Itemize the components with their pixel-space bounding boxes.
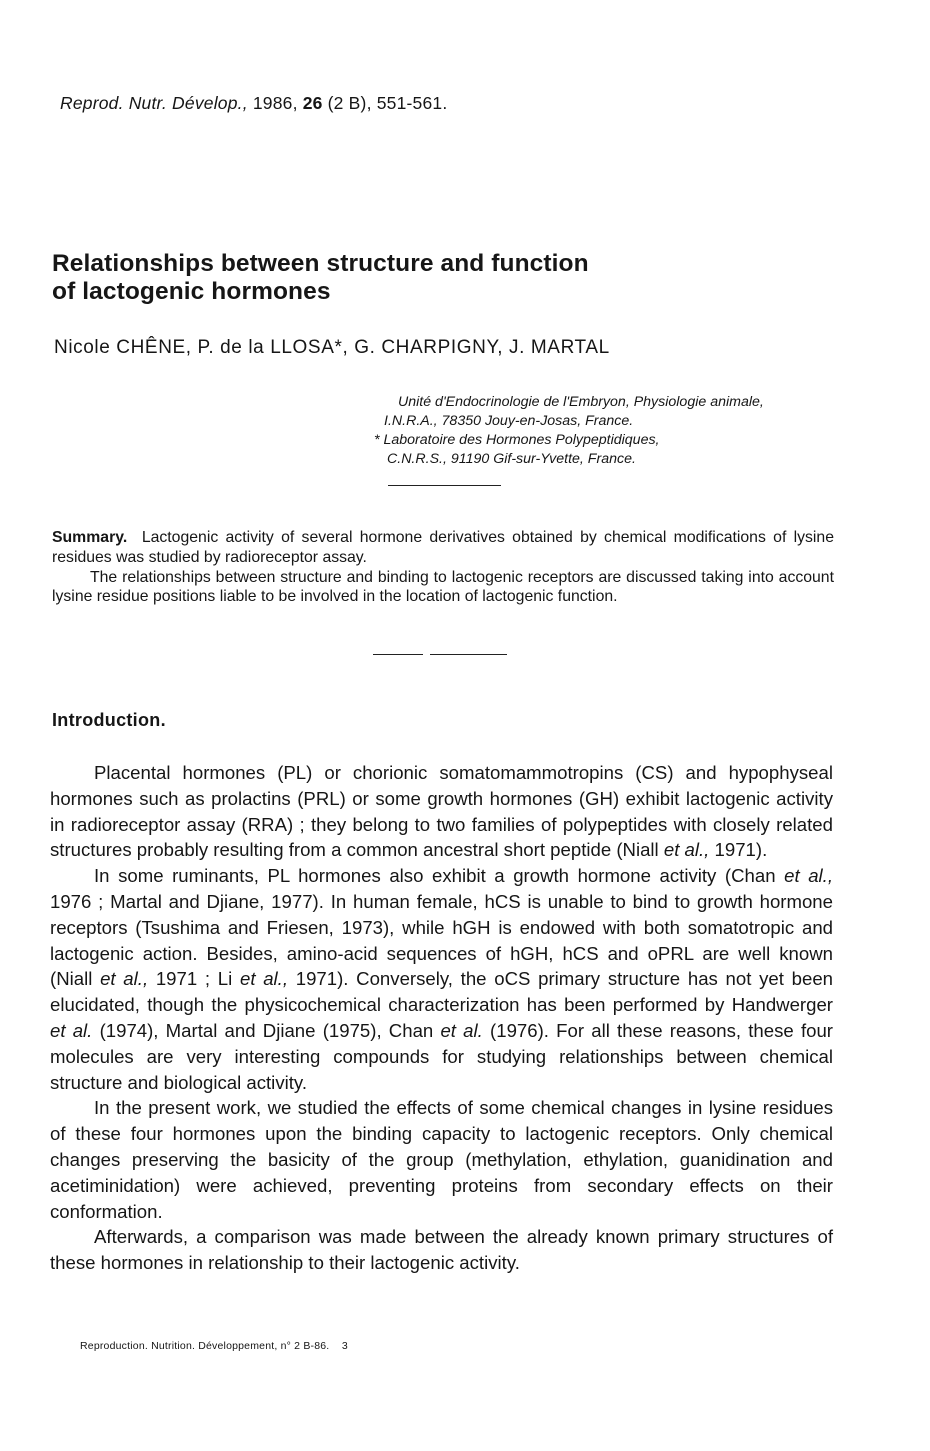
journal-citation [60, 93, 447, 114]
section-heading-introduction: Introduction. [52, 710, 166, 730]
italic-run: et al., [663, 839, 710, 861]
summary-text-2: The relationships between structure and binding to lactogenic receptors are discussed taking into account lysine residue positions liable to be involved in the location of lactogenic function. [52, 568, 834, 606]
affiliations [372, 393, 764, 469]
text-run: (1976). For all these reasons, these four molecules are very interesting compounds for studying relationships between chemical structure and biological activity. [50, 1019, 833, 1093]
summary-paragraph-1 [52, 528, 834, 568]
text-run: In some ruminants, PL hormones also exhibit a growth hormone activity (Chan [94, 865, 785, 887]
italic-run: et al., [239, 968, 289, 990]
journal-volume: 26 [302, 93, 323, 113]
affiliation-line: Unité d'Endocrinologie de l'Embryon, Physiologie animale, [398, 394, 764, 410]
separator-rule-right [430, 654, 507, 655]
journal-issue-pages: (2 B), 551-561. [327, 93, 448, 113]
title-line-1: Relationships between structure and function [52, 250, 589, 277]
affiliation-line: * Laboratoire des Hormones Polypeptidiques, [374, 432, 660, 448]
affiliation-line: I.N.R.A., 78350 Jouy-en-Josas, France. [384, 413, 634, 429]
footer-text: Reproduction. Nutrition. Développement, n° 2 B-86. [80, 1340, 330, 1352]
journal-year: 1986, [252, 93, 298, 113]
summary-paragraph-2 [52, 568, 834, 608]
page-number: 3 [341, 1340, 348, 1352]
journal-name: Reprod. Nutr. Dévelop., [60, 93, 248, 113]
text-run: 1971). [709, 839, 768, 861]
text-run: 1971). Conversely, the oCS primary structure has not yet been elucidated, though the physicochemical characterization has been performed by Handwerger [50, 968, 834, 1016]
title-line-2: of lactogenic hormones [52, 278, 331, 305]
authors: Nicole CHÊNE, P. de la LLOSA*, G. CHARPIGNY, J. MARTAL [54, 337, 610, 358]
page-footer [80, 1340, 348, 1352]
text-run: Placental hormones (PL) or chorionic somatomammotropins (CS) and hypophyseal hormones such as prolactins (PRL) or some growth hormones (GH) exhibit lactogenic activity in radioreceptor assay (RRA) ; they belong to two families of polypeptides with closely related structures probably resulting from a common ancestral short peptide (Niall [50, 762, 833, 861]
separator-rule [388, 485, 501, 486]
paper-title [52, 250, 589, 306]
intro-paragraph-3: In the present work, we studied the effects of some chemical changes in lysine residues of these four hormones upon the binding capacity to lactogenic receptors. Only chemical changes preserving the basicity of the group (methylation, ethylation, guanidination and acetiminidation) were achieved, preventing proteins from secondary effects on their conformation. [50, 1097, 833, 1222]
italic-run: et al., [784, 865, 833, 887]
text-run: 1976 ; Martal and Djiane, 1977). In human female, hCS is unable to bind to growth hormone receptors (Tsushima and Friesen, 1973), while hGH is endowed with both somatotropic and lactogenic action. Besides, amino-acid sequences of hGH, hCS and oPRL are well known (Niall [50, 890, 833, 990]
affiliation-line: C.N.R.S., 91190 Gif-sur-Yvette, France. [387, 451, 636, 467]
italic-run: et al. [440, 1019, 483, 1041]
summary-text-1: Lactogenic activity of several hormone derivatives obtained by chemical modifications of lysine residues was studied by radioreceptor assay. [52, 529, 835, 566]
intro-paragraph-4: Afterwards, a comparison was made between the already known primary structures of these hormones in relationship to their lactogenic activity. [50, 1226, 833, 1274]
text-run: 1971 ; Li [148, 968, 240, 990]
separator-rule-left [373, 654, 423, 655]
summary-label: Summary. [52, 529, 128, 546]
summary [52, 528, 834, 607]
italic-run: et al., [100, 968, 149, 990]
italic-run: et al. [50, 1019, 93, 1041]
intro-paragraph-2 [50, 863, 833, 1095]
text-run: (1974), Martal and Djiane (1975), Chan [92, 1019, 441, 1041]
introduction-body [50, 760, 833, 1276]
intro-paragraph-1 [50, 760, 833, 863]
